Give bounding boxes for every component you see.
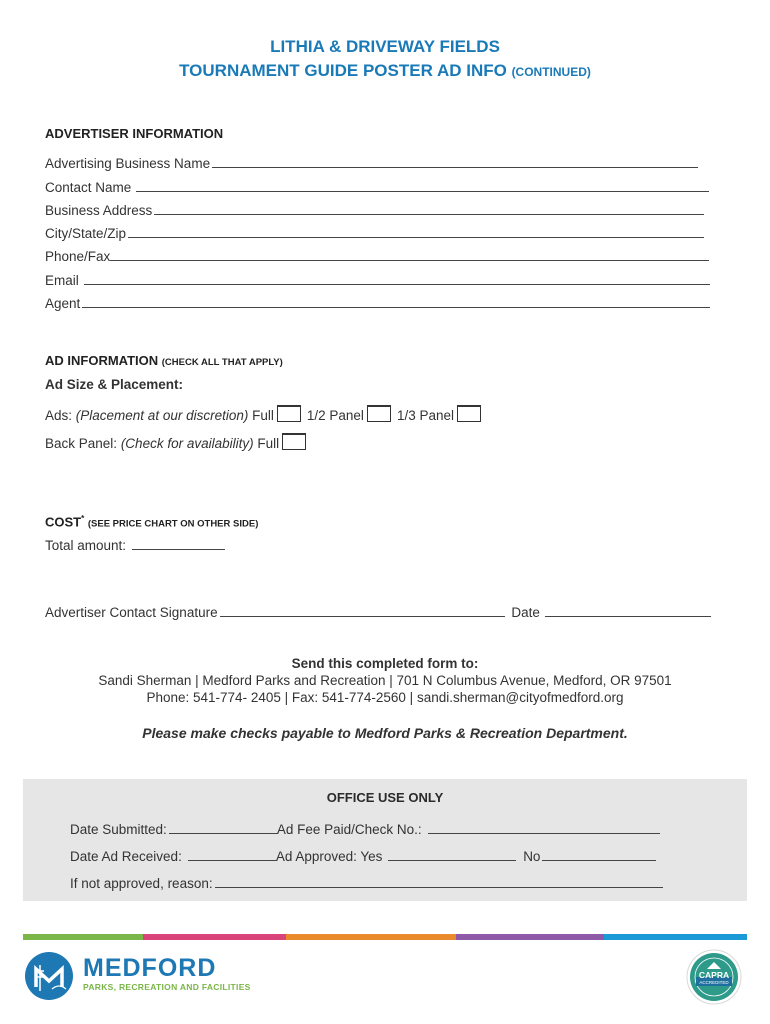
business-name-field[interactable] [45,155,698,171]
office-row-2 [70,848,656,864]
business-address-line[interactable] [154,202,704,215]
email-label: Email [45,273,79,288]
capra-text: CAPRA [698,970,730,980]
signature-label: Advertiser Contact Signature [45,605,218,620]
total-amount-line[interactable] [132,537,225,550]
medford-logo-icon [24,951,74,1001]
ads-note: (Placement at our discretion) [75,408,249,423]
title-line-1: LITHIA & DRIVEWAY FIELDS [270,37,500,56]
signature-row [45,604,711,620]
ad-fee-line[interactable] [428,821,660,834]
phone-fax-line[interactable] [110,248,709,261]
title-line-2 [0,61,770,81]
color-bar-green [23,934,143,940]
date-line[interactable] [545,604,711,617]
agent-line[interactable] [82,295,710,308]
business-address-field[interactable] [45,202,704,218]
ad-approved-line[interactable] [388,848,516,861]
send-contact-line: Phone: 541-774- 2405 | Fax: 541-774-2560 | sandi.sherman@cityofmedford.org [146,690,624,705]
color-bar-purple [456,934,604,940]
city-state-zip-line[interactable] [128,225,704,238]
send-heading: Send this completed form to: [291,656,479,671]
total-amount-field[interactable] [45,537,225,553]
full-checkbox[interactable] [277,405,301,422]
half-panel-checkbox[interactable] [367,405,391,422]
ad-fee-label: Ad Fee Paid/Check No.: [276,822,422,837]
date-submitted-label: Date Submitted: [70,822,167,837]
checks-note: Please make checks payable to Medford Parks & Recreation Department. [142,725,628,741]
ads-label: Ads: [45,408,73,423]
city-state-zip-field[interactable] [45,225,704,241]
phone-fax-label: Phone/Fax [45,249,111,264]
contact-name-label: Contact Name [45,180,132,195]
third-panel-label: 1/3 Panel [396,408,454,423]
ad-info-heading-sub: (CHECK ALL THAT APPLY) [161,357,283,368]
reason-label: If not approved, reason: [70,876,213,891]
reason-line[interactable] [215,875,663,888]
signature-line[interactable] [220,604,505,617]
business-address-label: Business Address [45,203,153,218]
ad-approved-label: Ad Approved: Yes [275,849,383,864]
back-panel-note: (Check for availability) [120,436,254,451]
third-panel-checkbox[interactable] [457,405,481,422]
back-panel-row [45,433,312,451]
date-received-line[interactable] [188,848,276,861]
no-label: No [523,849,541,864]
cost-asterisk: * [81,514,85,523]
send-address-line: Sandi Sherman | Medford Parks and Recreation | 701 N Columbus Avenue, Medford, OR 97501 [98,673,672,688]
half-panel-label: 1/2 Panel [306,408,364,423]
no-line[interactable] [542,848,656,861]
brand-subtitle: PARKS, RECREATION AND FACILITIES [83,982,251,992]
ads-row [45,405,487,423]
email-field[interactable] [45,272,710,288]
brand-name: MEDFORD [83,954,217,982]
ad-size-label: Ad Size & Placement: [45,377,184,392]
ad-info-heading-text: AD INFORMATION [45,353,159,368]
title-continued: (CONTINUED) [511,65,591,79]
date-received-label: Date Ad Received: [70,849,182,864]
agent-field[interactable] [45,295,710,311]
cost-heading [45,514,258,529]
business-name-line[interactable] [212,155,698,168]
color-bar-pink [143,934,286,940]
agent-label: Agent [45,296,81,311]
office-use-panel [23,779,747,901]
contact-name-line[interactable] [136,179,709,192]
date-label: Date [511,605,540,620]
cost-heading-sub: (SEE PRICE CHART ON OTHER SIDE) [87,518,259,530]
email-line[interactable] [84,272,710,285]
contact-name-field[interactable] [45,179,709,195]
cost-heading-text: COST [45,514,82,530]
full-label: Full [252,408,274,423]
color-bar-blue [604,934,747,940]
color-bar-orange [286,934,456,940]
back-panel-label: Back Panel: [45,436,118,451]
capra-seal-icon [686,949,742,1005]
title-main: TOURNAMENT GUIDE POSTER AD INFO [179,61,507,80]
office-row-1 [70,821,660,837]
office-row-3 [70,875,663,891]
business-name-label: Advertising Business Name [45,156,211,171]
advertiser-heading: ADVERTISER INFORMATION [45,126,224,141]
back-full-label: Full [257,436,280,451]
capra-subtext: ACCREDITED [699,980,729,985]
office-heading: OFFICE USE ONLY [326,790,444,805]
ad-info-heading [45,353,283,368]
date-submitted-line[interactable] [169,821,277,834]
total-amount-label: Total amount: [45,538,127,553]
city-state-zip-label: City/State/Zip [45,226,127,241]
phone-fax-field[interactable] [45,248,709,264]
back-full-checkbox[interactable] [282,433,306,450]
